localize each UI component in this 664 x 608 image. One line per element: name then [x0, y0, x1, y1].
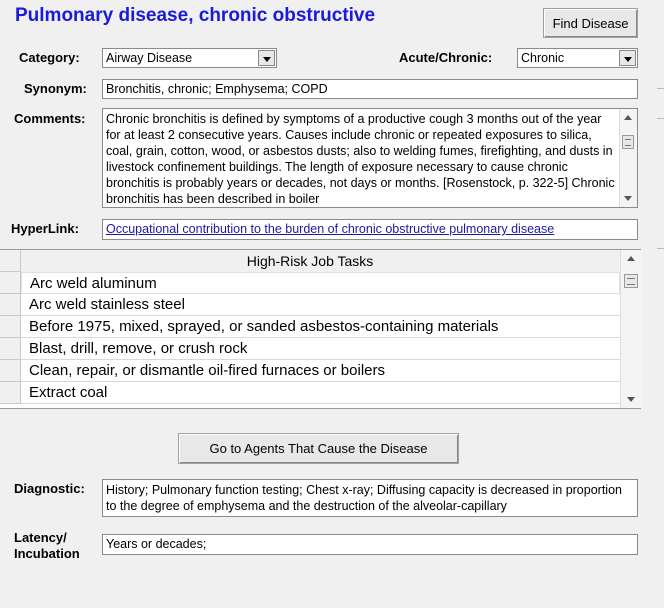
hyperlink-link[interactable]: Occupational contribution to the burden of chronic obstructive pulmonary disease	[106, 222, 555, 236]
latency-label	[14, 530, 80, 562]
scroll-down-icon[interactable]	[627, 397, 635, 402]
latency-field[interactable]: Years or decades;	[102, 534, 638, 555]
scroll-thumb[interactable]	[624, 274, 638, 288]
category-value: Airway Disease	[106, 51, 193, 65]
row-selector[interactable]	[0, 272, 21, 294]
comments-label: Comments:	[14, 111, 86, 126]
row-selector[interactable]	[0, 338, 21, 360]
acute-chronic-value: Chronic	[521, 51, 565, 65]
grid-scrollbar[interactable]	[620, 250, 642, 408]
hyperlink-label: HyperLink:	[11, 221, 79, 236]
page-title: Pulmonary disease, chronic obstructive	[15, 5, 376, 26]
divider	[657, 118, 664, 119]
table-row[interactable]: Blast, drill, remove, or crush rock	[21, 338, 620, 360]
scroll-up-icon[interactable]	[624, 115, 632, 120]
category-label: Category:	[19, 50, 80, 65]
row-selector[interactable]	[0, 382, 21, 404]
find-disease-button[interactable]: Find Disease	[543, 8, 638, 38]
row-selector[interactable]	[0, 360, 21, 382]
comments-text: Chronic bronchitis is defined by symptoms of a productive cough 3 months out of the year for at least 2 consecutive years. Causes include chronic or repeated exposures to silica, coal, grain, cotton, wood, or asbestos dusts; also to welding fumes, firefighting, and dusts in livestock confinement buildings. The length of exposure necessary to cause chronic bronchitis is probably years or decades, not days or months. [Rosenstock, p. 322-5] Chronic bronchitis has been described in boiler	[106, 112, 615, 206]
synonym-label: Synonym:	[24, 81, 87, 96]
scroll-down-icon[interactable]	[624, 196, 632, 201]
row-selector[interactable]	[0, 294, 21, 316]
divider	[657, 248, 664, 249]
diagnostic-field[interactable]: History; Pulmonary function testing; Chest x-ray; Diffusing capacity is decreased in proportion to the degree of emphysema and the destruction of the alveolar-capillary	[102, 479, 638, 517]
latency-label-line2: Incubation	[14, 546, 80, 561]
table-row[interactable]: Extract coal	[21, 382, 620, 404]
hyperlink-field[interactable]	[102, 219, 638, 240]
window-edge	[655, 0, 664, 608]
scroll-thumb[interactable]	[622, 135, 634, 149]
table-row[interactable]: Arc weld aluminum	[21, 272, 620, 294]
go-to-agents-label: Go to Agents That Cause the Disease	[209, 441, 428, 456]
table-row[interactable]: Before 1975, mixed, sprayed, or sanded asbestos-containing materials	[21, 316, 620, 338]
row-selector[interactable]	[0, 316, 21, 338]
job-tasks-grid	[0, 249, 641, 409]
go-to-agents-button[interactable]	[178, 433, 459, 464]
table-row[interactable]: Clean, repair, or dismantle oil-fired furnaces or boilers	[21, 360, 620, 382]
category-select[interactable]	[102, 48, 277, 68]
job-tasks-header: High-Risk Job Tasks	[0, 250, 620, 273]
scroll-up-icon[interactable]	[627, 256, 635, 261]
table-row[interactable]: Arc weld stainless steel	[21, 294, 620, 316]
chevron-down-icon[interactable]	[619, 50, 636, 66]
acute-chronic-label: Acute/Chronic:	[399, 50, 493, 65]
synonym-field[interactable]: Bronchitis, chronic; Emphysema; COPD	[102, 79, 638, 99]
comments-scrollbar[interactable]	[619, 109, 637, 207]
latency-label-line1: Latency/	[14, 530, 67, 545]
acute-chronic-select[interactable]	[517, 48, 638, 68]
comments-field[interactable]	[102, 108, 638, 208]
divider	[657, 88, 664, 89]
diagnostic-label: Diagnostic:	[14, 481, 85, 496]
grid-corner[interactable]	[0, 250, 21, 272]
chevron-down-icon[interactable]	[258, 50, 275, 66]
